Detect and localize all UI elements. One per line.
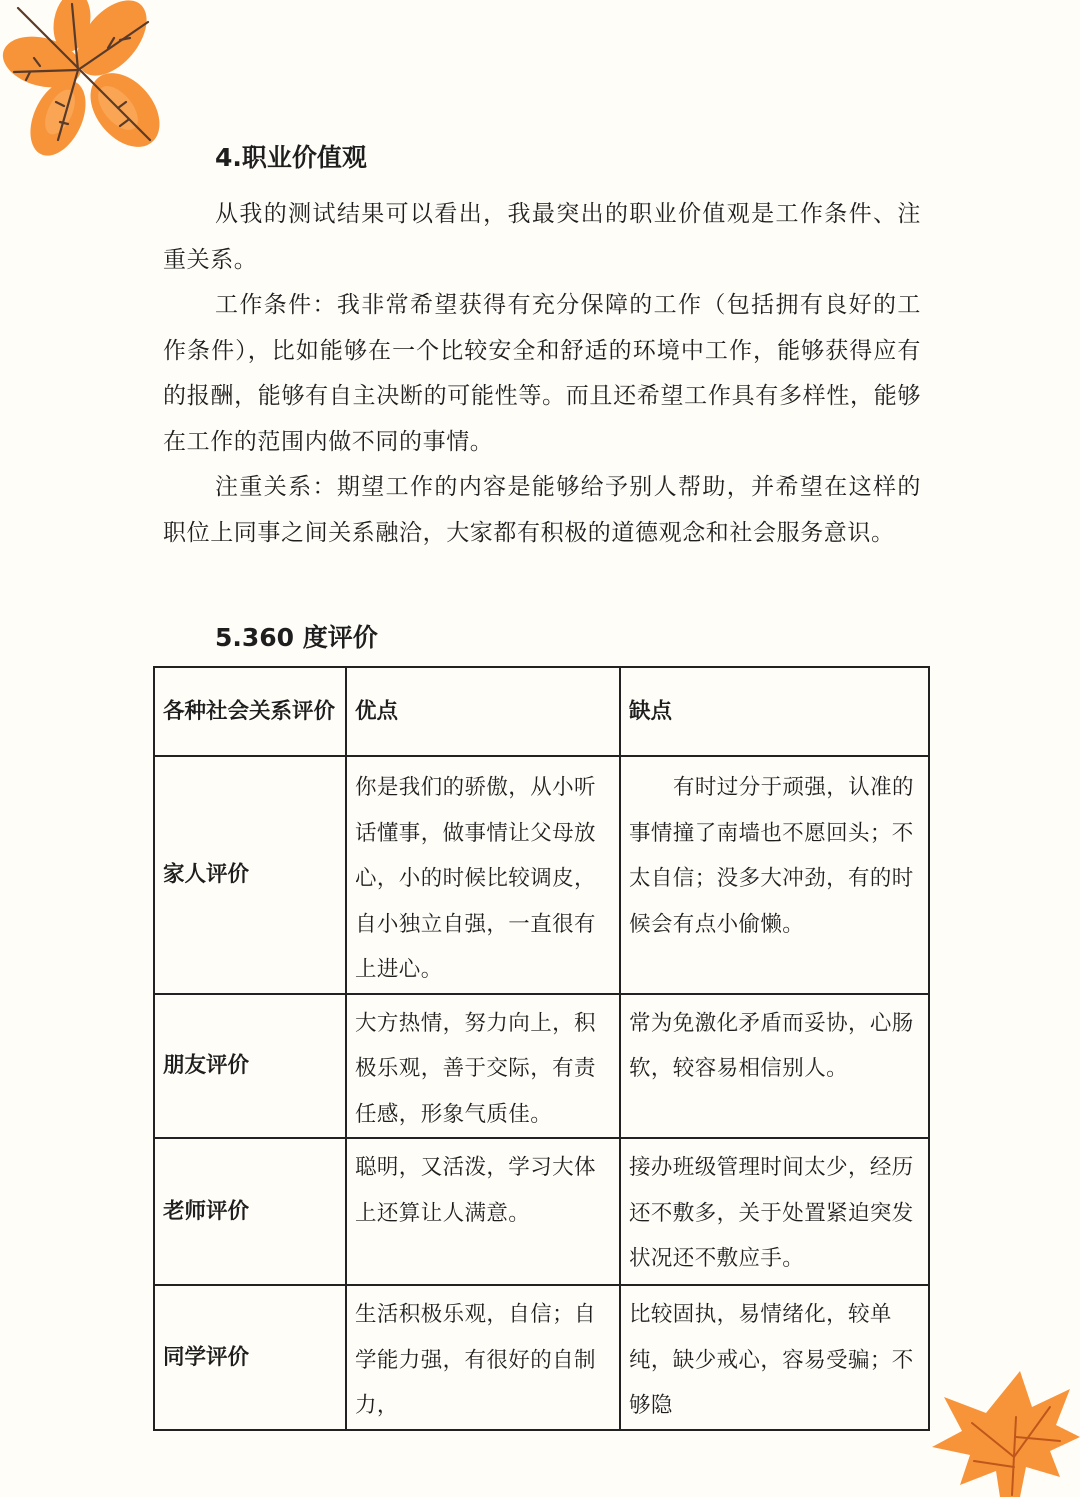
header-cons: 缺点 xyxy=(620,667,929,756)
table-row xyxy=(154,994,929,1139)
paragraph-work-conditions: 工作条件：我非常希望获得有充分保障的工作（包括拥有良好的工作条件），比如能够在一个比较安全和舒适的环境中工作，能够获得应有的报酬，能够有自主决断的可能性等。而且还希望工作具有多样性，能够在工作的范围内做不同的事情。 xyxy=(163,292,921,455)
table-row xyxy=(154,1285,929,1430)
family-pros: 你是我们的骄傲，从小听话懂事，做事情让父母放心，小的时候比较调皮，自小独立自强，一直很有上进心。 xyxy=(346,756,620,994)
table-row xyxy=(154,1138,929,1285)
table-header-row xyxy=(154,667,929,756)
friend-pros: 大方热情，努力向上，积极乐观，善于交际，有责任感，形象气质佳。 xyxy=(346,994,620,1139)
section-heading-career-values: 4.职业价值观 xyxy=(215,143,367,172)
paragraph-relationships: 注重关系：期望工作的内容是能够给予别人帮助，并希望在这样的职位上同事之间关系融洽，大家都有积极的道德观念和社会服务意识。 xyxy=(163,474,921,546)
row-label-family: 家人评价 xyxy=(154,756,346,994)
evaluation-table xyxy=(153,666,930,1431)
friend-cons: 常为免激化矛盾而妥协，心肠软，较容易相信别人。 xyxy=(620,994,929,1139)
flower-decoration-icon xyxy=(0,0,180,160)
section-heading-360-evaluation: 5.360 度评价 xyxy=(215,623,378,652)
paragraph-test-result: 从我的测试结果可以看出，我最突出的职业价值观是工作条件、注重关系。 xyxy=(163,201,921,273)
teacher-cons: 接办班级管理时间太少，经历还不敷多，关于处置紧迫突发状况还不敷应手。 xyxy=(620,1138,929,1285)
row-label-teacher: 老师评价 xyxy=(154,1138,346,1285)
table-row xyxy=(154,756,929,994)
teacher-pros: 聪明，又活泼，学习大体上还算让人满意。 xyxy=(346,1138,620,1285)
classmate-cons: 比较固执，易情绪化，较单纯，缺少戒心，容易受骗；不够隐 xyxy=(620,1285,929,1430)
row-label-classmate: 同学评价 xyxy=(154,1285,346,1430)
family-cons: 有时过分于顽强，认准的事情撞了南墙也不愿回头；不太自信；没多大冲劲，有的时候会有点小偷懒。 xyxy=(620,756,929,994)
row-label-friend: 朋友评价 xyxy=(154,994,346,1139)
header-pros: 优点 xyxy=(346,667,620,756)
classmate-pros: 生活积极乐观，自信；自学能力强，有很好的自制力， xyxy=(346,1285,620,1430)
header-relation: 各种社会关系评价 xyxy=(154,667,346,756)
